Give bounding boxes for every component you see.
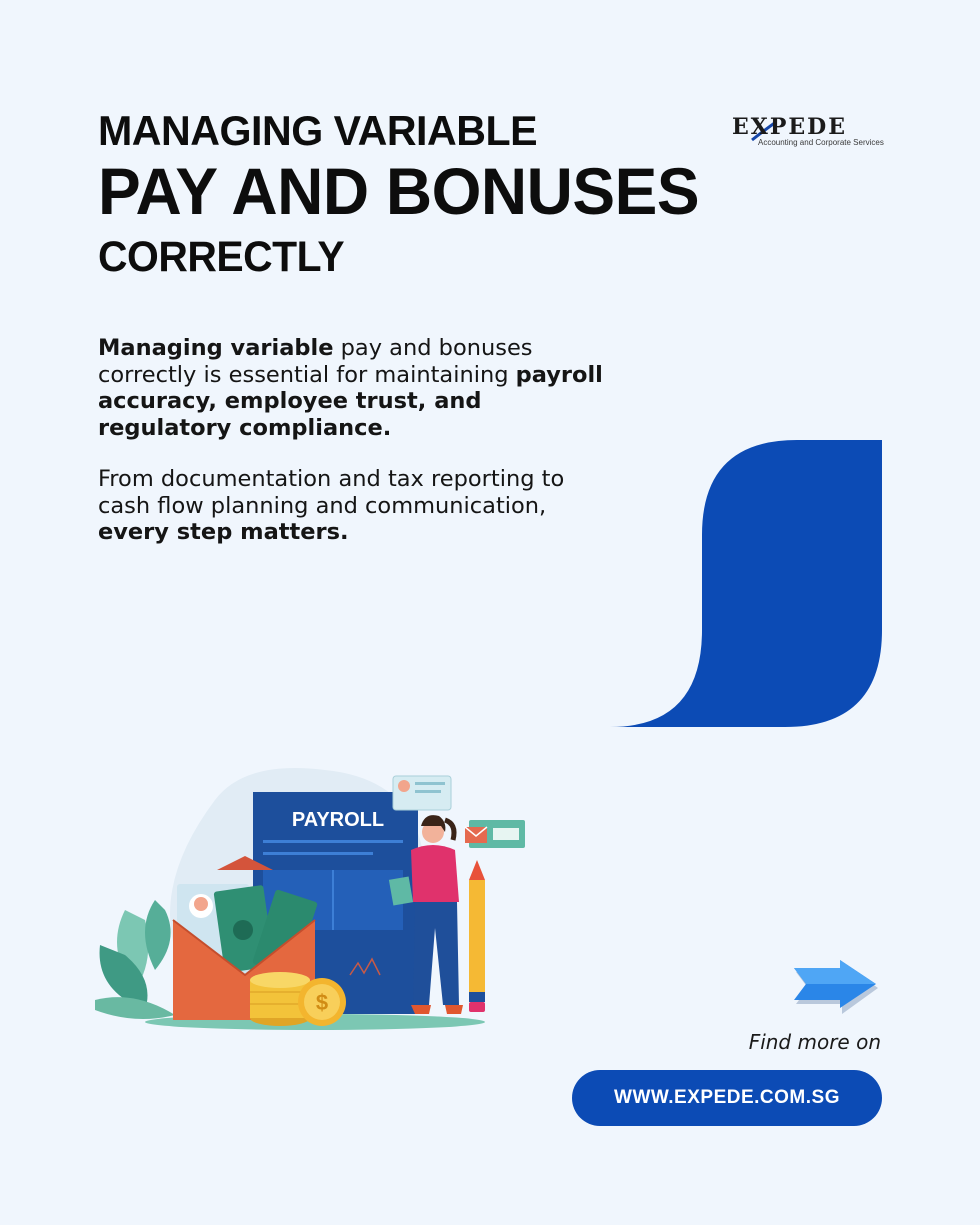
profile-card-icon <box>393 776 451 810</box>
logo-tagline: Accounting and Corporate Services <box>758 138 884 147</box>
headline-line-3: CORRECTLY <box>98 233 345 281</box>
pencil-icon <box>469 860 485 1012</box>
plant-leaves-icon <box>95 900 175 1019</box>
steps-bold-tail: every step matters. <box>98 519 349 545</box>
steps-text: From documentation and tax reporting to cash flow planning and communication, <box>98 466 565 519</box>
steps-paragraph <box>98 466 608 546</box>
intro-text: pay and bonuses correctly is essential for maintaining <box>98 335 533 388</box>
intro-bold-lead: Managing variable <box>98 335 334 361</box>
svg-text:$: $ <box>315 990 329 1015</box>
decorative-blue-shape <box>610 440 882 728</box>
intro-bold-tail: payroll accuracy, employee trust, and regulatory compliance. <box>98 361 603 441</box>
find-more-text: Find more on <box>748 1030 881 1054</box>
intro-paragraph <box>98 335 608 441</box>
payroll-illustration <box>95 760 535 1035</box>
logo-wordmark: EXPEDE <box>732 114 847 140</box>
payroll-label: PAYROLL <box>291 809 385 831</box>
mail-bubble-icon <box>465 820 525 848</box>
expede-logo <box>730 114 884 150</box>
dollar-coin-icon <box>298 978 346 1026</box>
website-link-button[interactable]: WWW.EXPEDE.COM.SG <box>572 1070 882 1126</box>
headline-line-2: PAY AND BONUSES <box>98 154 700 228</box>
headline-line-1: MANAGING VARIABLE <box>98 107 538 154</box>
right-arrow-icon <box>790 960 882 1016</box>
